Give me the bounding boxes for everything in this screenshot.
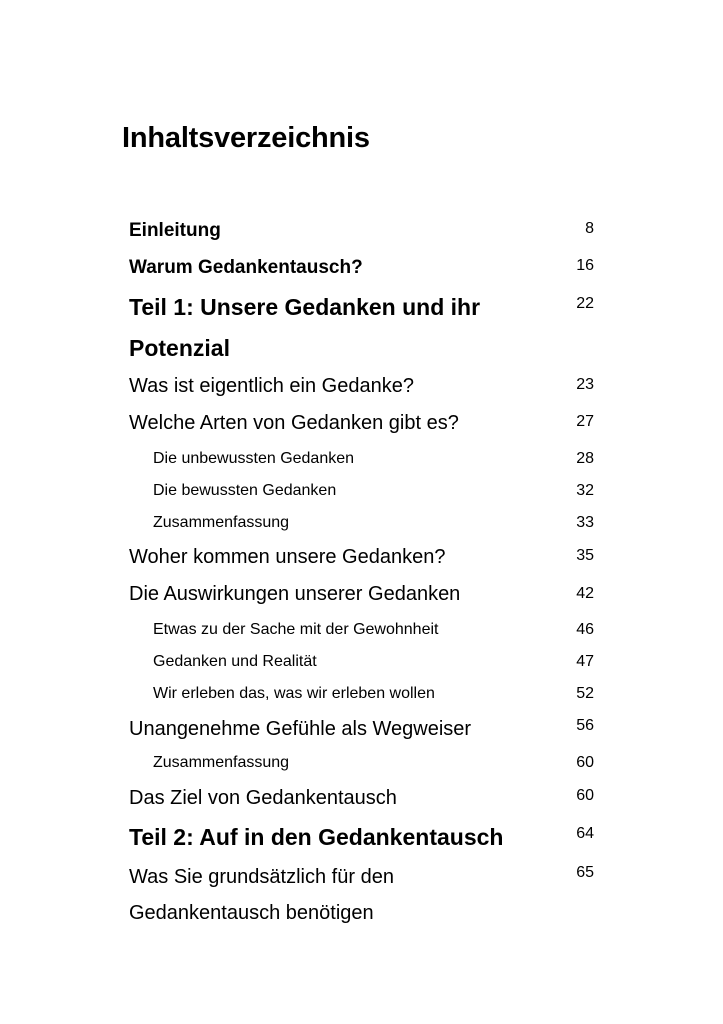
toc-entry-label: Etwas zu der Sache mit der Gewohnheit [153, 621, 439, 638]
toc-entry-label: Was Sie grundsätzlich für den Gedankentausch benötigen [129, 866, 394, 924]
toc-entry-label: Das Ziel von Gedankentausch [129, 787, 397, 809]
toc-entry-label: Woher kommen unsere Gedanken? [129, 546, 446, 568]
toc-entry-page: 22 [576, 295, 594, 312]
page-title: Inhaltsverzeichnis [122, 122, 370, 154]
toc-entry-page: 60 [576, 787, 594, 804]
toc-entry-label: Warum Gedankentausch? [129, 257, 363, 278]
toc-entry-page: 16 [576, 257, 594, 274]
toc-entry-page: 47 [576, 653, 594, 670]
toc-entry-label: Wir erleben das, was wir erleben wollen [153, 685, 435, 702]
toc-entry-page: 32 [576, 482, 594, 499]
toc-entry-label: Was ist eigentlich ein Gedanke? [129, 375, 414, 397]
toc-entry-page: 8 [585, 220, 594, 237]
toc-entry-label: Die Auswirkungen unserer Gedanken [129, 583, 461, 605]
toc-entry-label: Unangenehme Gefühle als Wegweiser [129, 718, 472, 740]
toc-entry-page: 33 [576, 514, 594, 531]
toc-entry-label: Gedanken und Realität [153, 653, 317, 670]
toc-entry-page: 35 [576, 547, 594, 564]
toc-entry-label: Zusammenfassung [153, 754, 290, 771]
toc-entry-page: 27 [576, 413, 594, 430]
toc-entry-page: 56 [576, 717, 594, 734]
toc-entry-page: 52 [576, 685, 594, 702]
toc-entry-label: Einleitung [129, 220, 221, 241]
toc-entry-page: 60 [576, 754, 594, 771]
toc-entry-page: 64 [576, 825, 594, 842]
toc-entry-label: Die bewussten Gedanken [153, 482, 337, 499]
toc-entry-label: Welche Arten von Gedanken gibt es? [129, 412, 459, 434]
toc-entry-page: 46 [576, 621, 594, 638]
toc-entry-label: Die unbewussten Gedanken [153, 450, 355, 467]
toc-entry-label: Zusammenfassung [153, 514, 290, 531]
toc-entry-page: 42 [576, 585, 594, 602]
toc-entry-page: 28 [576, 450, 594, 467]
toc-entry-page: 23 [576, 376, 594, 393]
toc-entry-page: 65 [576, 864, 594, 881]
toc-entry-label: Teil 2: Auf in den Gedankentausch [129, 824, 504, 850]
toc-entry-label: Teil 1: Unsere Gedanken und ihr Potenzial [129, 294, 481, 361]
